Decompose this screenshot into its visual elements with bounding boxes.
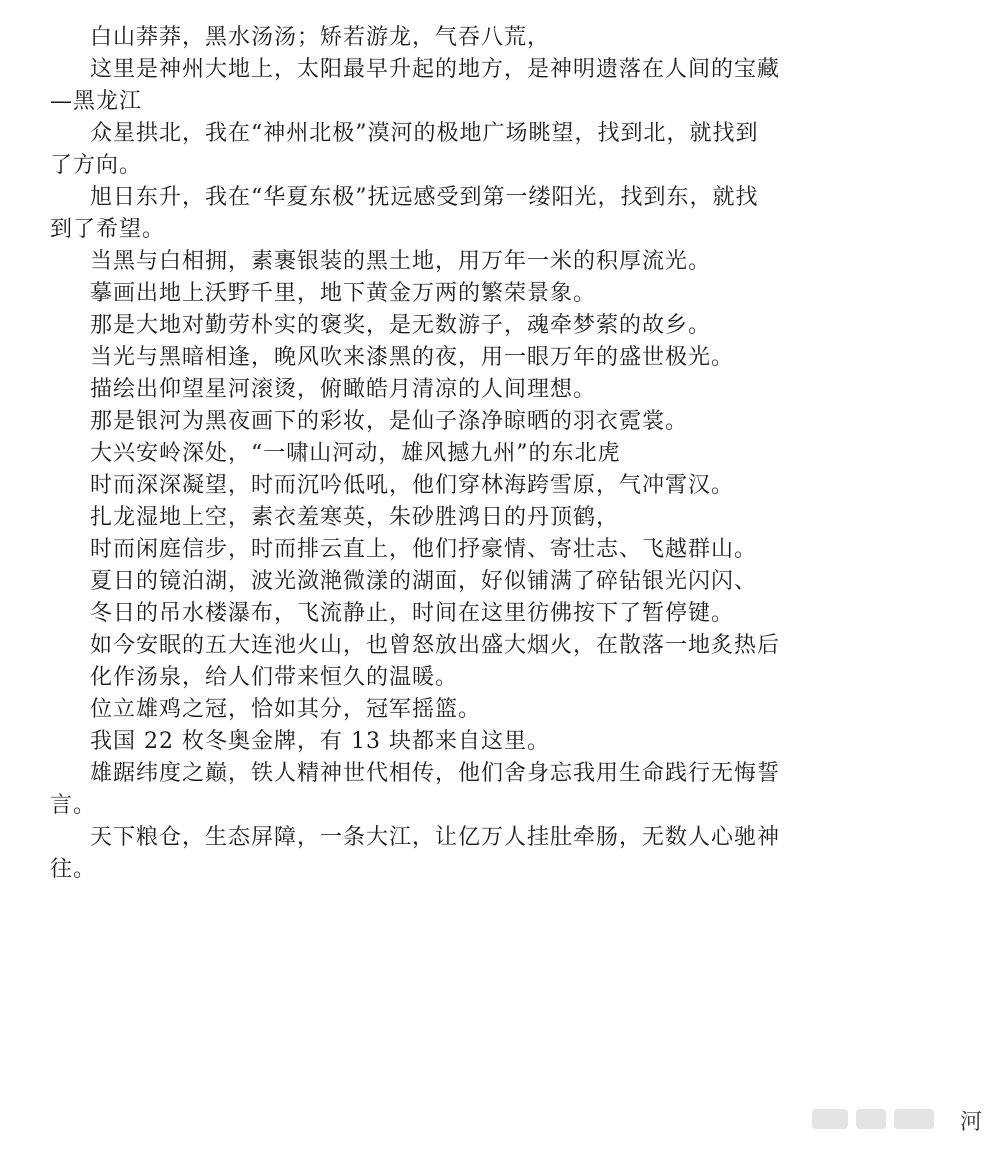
text-line: 白山莽莽，黑水汤汤；矫若游龙，气吞八荒， <box>90 25 551 50</box>
text-line: 化作汤泉，给人们带来恒久的温暖。 <box>90 665 459 690</box>
text-line: 夏日的镜泊湖，波光潋滟微漾的湖面，好似铺满了碎钻银光闪闪、 <box>90 569 758 594</box>
text-line: 冬日的吊水楼瀑布，飞流静止，时间在这里彷佛按下了暂停键。 <box>90 601 735 626</box>
text-line: 大兴安岭深处，“一啸山河动，雄风撼九州”的东北虎 <box>90 441 621 466</box>
text-line: 旭日东升，我在“华夏东极”抚远感受到第一缕阳光，找到东，就找 <box>90 185 759 210</box>
text-line: 雄踞纬度之巅，铁人精神世代相传，他们舍身忘我用生命践行无悔誓 <box>90 761 781 786</box>
watermark-blur-block <box>894 1109 934 1129</box>
text-line: 众星拱北，我在“神州北极”漠河的极地广场眺望，找到北，就找到 <box>90 121 759 146</box>
text-line: 天下粮仓，生态屏障，一条大江，让亿万人挂肚牵肠，无数人心驰神 <box>90 825 781 850</box>
watermark <box>812 1103 982 1135</box>
text-line: —黑龙江 <box>50 89 143 114</box>
text-line: 言。 <box>50 793 97 818</box>
watermark-text: 河 <box>959 1110 982 1135</box>
text-line: 时而深深凝望，时而沉吟低吼，他们穿林海跨雪原，气冲霄汉。 <box>90 473 735 498</box>
text-line: 描绘出仰望星河滚烫，俯瞰皓月清凉的人间理想。 <box>90 377 597 402</box>
text-line: 了方向。 <box>50 153 143 178</box>
text-line: 时而闲庭信步，时而排云直上，他们抒豪情、寄壮志、飞越群山。 <box>90 537 758 562</box>
text-line: 那是银河为黑夜画下的彩妆，是仙子涤净晾晒的羽衣霓裳。 <box>90 409 689 434</box>
text-line: 这里是神州大地上，太阳最早升起的地方，是神明遗落在人间的宝藏 <box>90 57 781 82</box>
text-line: 当黑与白相拥，素裹银装的黑土地，用万年一米的积厚流光。 <box>90 249 712 274</box>
text-line: 位立雄鸡之冠，恰如其分，冠军摇篮。 <box>90 697 482 722</box>
text-line: 我国 22 枚冬奥金牌，有 13 块都来自这里。 <box>90 729 550 754</box>
text-line: 到了希望。 <box>50 217 166 242</box>
watermark-blur-block <box>812 1109 848 1129</box>
text-line: 那是大地对勤劳朴实的褒奖，是无数游子，魂牵梦萦的故乡。 <box>90 313 712 338</box>
text-line: 扎龙湿地上空，素衣羞寒英，朱砂胜鸿日的丹顶鹤， <box>90 505 620 530</box>
text-line: 往。 <box>50 857 97 882</box>
watermark-blur-block <box>856 1109 886 1129</box>
poem-text-block <box>50 22 895 886</box>
text-line: 摹画出地上沃野千里，地下黄金万两的繁荣景象。 <box>90 281 597 306</box>
text-line: 当光与黑暗相逢，晚风吹来漆黑的夜，用一眼万年的盛世极光。 <box>90 345 735 370</box>
text-line: 如今安眠的五大连池火山，也曾怒放出盛大烟火，在散落一地炙热后 <box>90 633 781 658</box>
